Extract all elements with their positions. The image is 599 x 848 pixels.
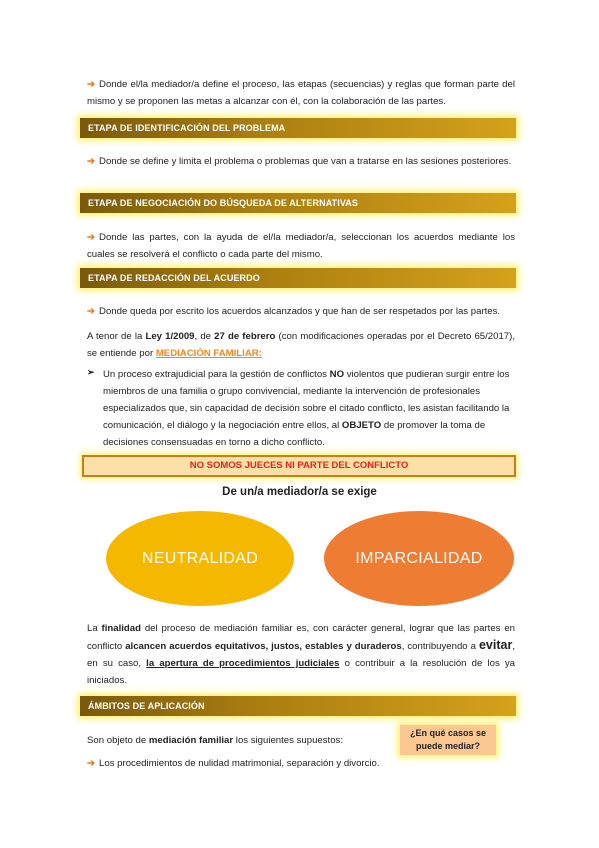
bullet-definition (103, 366, 515, 451)
section-band-negociacion: ETAPA DE NEGOCIACIÓN DO BÚSQUEDA DE ALTERNATIVAS (80, 193, 516, 213)
paragraph-ley (87, 328, 515, 362)
text-fragment: los siguientes supuestos: (233, 735, 344, 746)
paragraph-text: Donde el/la mediador/a define el proceso, las etapas (secuencias) y reglas que forman parte del mismo y se proponen las metas a alcanzar con él, con la colaboración de las partes. (87, 79, 515, 107)
emphasis-no: NO (329, 369, 345, 380)
text-fragment: A tenor de la (87, 331, 146, 342)
paragraph-identificacion (87, 153, 515, 170)
text-fragment: , en su caso, (87, 641, 515, 669)
paragraph-finalidad (87, 620, 515, 689)
paragraph-text: Donde se define y limita el problema o problemas que van a tratarse en las sesiones posteriores. (99, 156, 512, 167)
text-fragment: Un proceso extrajudicial para la gestión de conflictos (103, 369, 330, 380)
term-mediacion-familiar: MEDIACIÓN FAMILIAR: (155, 348, 262, 359)
callout-line: ¿En qué casos se (409, 728, 487, 738)
oval-neutralidad (106, 511, 294, 606)
text-fragment: o contribuir a la resolución de los ya iniciados. (87, 658, 516, 686)
emphasis-mediacion-familiar: mediación familiar (148, 735, 234, 746)
text-fragment: , contribuyendo a (401, 641, 479, 652)
paragraph-redaccion (87, 303, 515, 320)
text-fragment: La (87, 623, 102, 634)
text-fragment: (con modificaciones operadas por el Decreto 65/2017), se entiende por (87, 331, 515, 359)
emphasis-acuerdos: alcancen acuerdos equitativos, justos, estables y duraderos (125, 641, 402, 652)
oval-label: IMPARCIALIDAD (355, 549, 483, 567)
callout-en-que-casos (400, 725, 496, 755)
section-band-ambitos: ÁMBITOS DE APLICACIÓN (80, 696, 516, 716)
emphasis-objeto: OBJETO (341, 420, 382, 431)
arrow-icon: ➔ (87, 306, 96, 317)
paragraph-text: Donde las partes, con la ayuda de el/la mediador/a, seleccionan los acuerdos mediante los cuales se resolverá el conflicto o cada parte del mismo. (87, 232, 515, 260)
text-fragment: Son objeto de (87, 735, 149, 746)
arrow-icon: ➔ (87, 758, 96, 769)
exige-heading: De un/a mediador/a se exige (222, 486, 377, 498)
bullet-arrow-icon: ➢ (87, 367, 95, 377)
section-band-identificacion: ETAPA DE IDENTIFICACIÓN DEL PROBLEMA (80, 118, 516, 138)
oval-label: NEUTRALIDAD (141, 549, 259, 567)
paragraph-negociacion (87, 229, 515, 263)
emphasis-finalidad: finalidad (101, 623, 141, 634)
arrow-icon: ➔ (87, 156, 96, 167)
oval-imparcialidad (324, 511, 514, 606)
callout-line: puede mediar? (415, 741, 480, 751)
highlight-box-no-somos-jueces: NO SOMOS JUECES NI PARTE DEL CONFLICTO (82, 455, 516, 477)
section-band-redaccion: ETAPA DE REDACCIÓN DEL ACUERDO (80, 268, 516, 288)
law-reference: Ley 1/2009 (145, 331, 195, 342)
text-fragment: de promover la toma de decisiones consensuadas en torno a dicho conflicto. (103, 420, 486, 448)
paragraph-nulidad (87, 755, 515, 772)
paragraph-definition-process (87, 76, 515, 110)
text-fragment: , de (194, 331, 215, 342)
emphasis-evitar: evitar (478, 638, 513, 652)
arrow-icon: ➔ (87, 79, 96, 90)
arrow-icon: ➔ (87, 232, 96, 243)
paragraph-text: Donde queda por escrito los acuerdos alcanzados y que han de ser respetados por las partes. (99, 306, 501, 317)
paragraph-text: Los procedimientos de nulidad matrimonial, separación y divorcio. (99, 758, 380, 769)
text-fragment: del proceso de mediación familiar es, con carácter general, lograr que las partes en conflicto (87, 623, 515, 652)
law-date: 27 de febrero (214, 331, 276, 342)
text-fragment: violentos que pudieran surgir entre los miembros de una familia o grupo convivencial, mediante la intervención de profesionales especializados que, sin capacidad de decisión sobre el citado conflicto, les asistan facilitando la comunicación, el diálogo y la negociación entre ellos, al (103, 369, 510, 431)
emphasis-apertura: la apertura de procedimientos judiciales (146, 658, 340, 669)
